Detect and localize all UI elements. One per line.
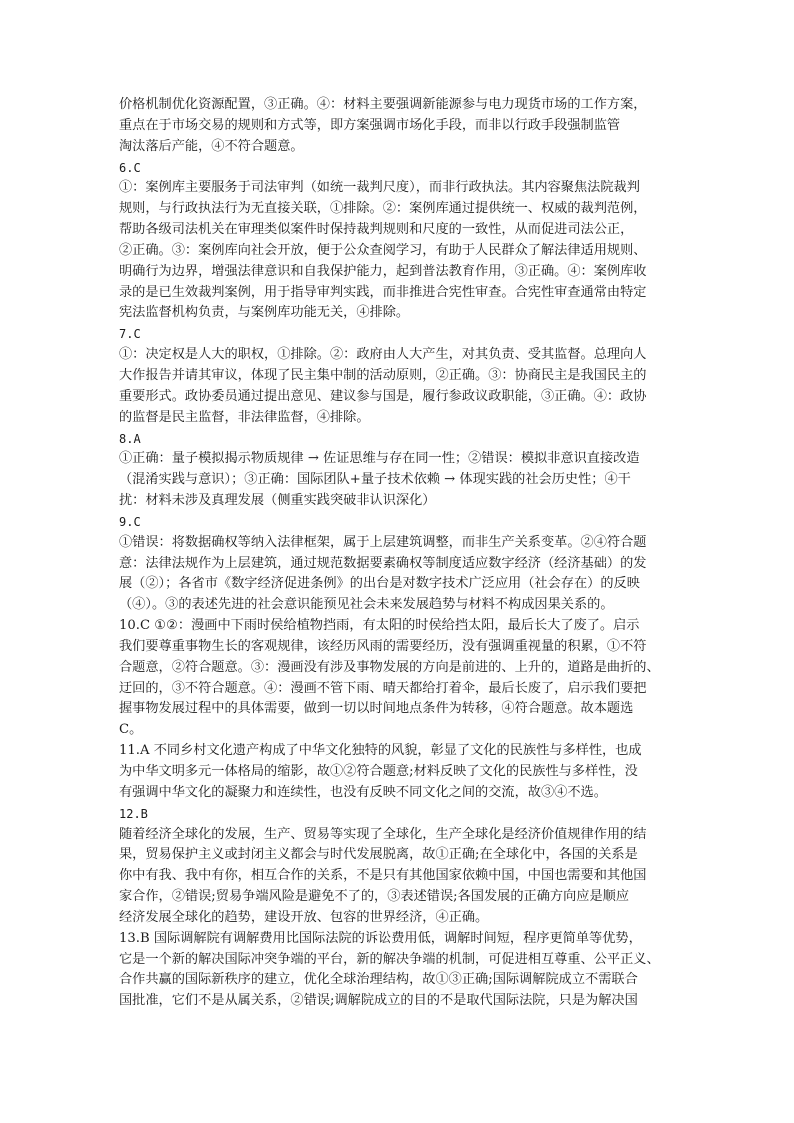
text-line: 的监督是民主监督，非法律监督，④排除。 (119, 409, 370, 425)
text-line: 13.B 国际调解院有调解费用比国际法院的诉讼费用低，调解时间短，程序更简单等优势， (119, 930, 642, 946)
text-line: 为中华文明多元一体格局的缩影，故①②符合题意;材料反映了文化的民族性与多样性，没 (119, 764, 638, 779)
text-line: 经济发展全球化的趋势，建设开放、包容的世界经济，④正确。 (119, 909, 489, 925)
text-line: 展（②）；各省市《数字经济促进条例》的出台是对数字技术广泛应用（社会存在）的反映 (119, 576, 640, 592)
text-line: ①错误：将数据确权等纳入法律框架，属于上层建筑调整，而非生产关系变革。②④符合题 (119, 534, 647, 550)
question-label: 6.C (119, 160, 141, 175)
text-line: （④）。③的表述先进的社会意识能预见社会未来发展趋势与材料不构成因果关系的。 (119, 597, 614, 613)
question-label: 9.C (119, 514, 141, 529)
text-line: 大作报告并请其审议，体现了民主集中制的活动原则，②正确。③：协商民主是我国民主的 (119, 367, 647, 383)
text-line: 规则，与行政执法行为无直接关联，①排除。②：案例库通过提供统一、权威的裁判范例， (119, 201, 647, 217)
text-line: 随着经济全球化的发展，生产、贸易等实现了全球化，生产全球化是经济价值规律作用的结 (119, 826, 647, 842)
text-line: 11.A 不同乡村文化遗产构成了中华文化独特的风貌，彰显了文化的民族性与多样性，也成 (119, 743, 642, 759)
text-line: 重要形式。政协委员通过提出意见、建议参与国是，履行参政议政职能，③正确。④：政协 (119, 388, 647, 404)
text-line: 合题意，②符合题意。③：漫画没有涉及事物发展的方向是前进的、上升的，道路是曲折的、 (119, 659, 660, 675)
text-line: （混淆实践与意识）；③正确：国际团队+量子技术依赖 → 体现实践的社会历史性；④干 (119, 472, 631, 488)
text-line: 明确行为边界，增强法律意识和自我保护能力，起到普法教育作用，③正确。④：案例库收 (119, 263, 647, 279)
text-line: 扰：材料未涉及真理发展（侧重实践突破非认识深化） (119, 493, 436, 509)
text-line: 握事物发展过程中的具体需要，做到一切以时间地点条件为转移，④符合题意。故本题选 (119, 701, 634, 717)
text-line: 有强调中华文化的凝聚力和连续性，也没有反映不同文化之间的交流，故③④不选。 (119, 784, 607, 800)
document-body (119, 95, 681, 1012)
question-label: 7.C (119, 327, 141, 342)
text-line: ②正确。③：案例库向社会开放，便于公众查阅学习，有助于人民群众了解法律适用规则、 (119, 242, 647, 258)
question-label: 12.B (119, 806, 148, 821)
text-line: 录的是已生效裁判案例，用于指导审判实践，而非推进合宪性审查。合宪性审查通常由特定 (119, 284, 647, 300)
text-line: 宪法监督机构负责，与案例库功能无关，④排除。 (119, 305, 410, 321)
text-line: 10.C ①②：漫画中下雨时侯给植物挡雨，有太阳的时侯给挡太阳，最后长大了废了。启示 (119, 618, 640, 634)
text-line: 淘汰落后产能，④不符合题意。 (119, 138, 304, 154)
text-line: 意：法律法规作为上层建筑，通过规范数据要素确权等制度适应数字经济（经济基础）的发 (119, 555, 647, 571)
text-line: ①正确：量子模拟揭示物质规律 → 佐证思维与存在同一性；②错误：模拟非意识直接改造 (119, 451, 640, 467)
text-line: 迂回的，③不符合题意。④：漫画不管下雨、晴天都给打着伞，最后长废了，启示我们要把 (119, 680, 647, 696)
text-line: ①：决定权是人大的职权，①排除。②：政府由人大产生，对其负责、受其监督。总理向人 (119, 347, 647, 363)
text-line: C。 (119, 722, 143, 738)
text-line: 家合作，②错误;贸易争端风险是避免不了的，③表述错误;各国发展的正确方向应是顺应 (119, 889, 630, 905)
text-line: 价格机制优化资源配置，③正确。④：材料主要强调新能源参与电力现货市场的工作方案， (119, 97, 647, 112)
text-line: 果，贸易保护主义或封闭主义都会与时代发展脱离，故①正确;在全球化中，各国的关系是 (119, 847, 638, 863)
text-line: 帮助各级司法机关在审理类似案件时保持裁判规则和尺度的一致性，从而促进司法公正， (119, 222, 634, 238)
text-line: 重点在于市场交易的规则和方式等，即方案强调市场化手段，而非以行政手段强制监管 (119, 117, 621, 133)
text-line: 它是一个新的解决国际冲突争端的平台，新的解决争端的机制，可促进相互尊重、公平正义、 (119, 951, 660, 967)
text-line: ①：案例库主要服务于司法审判（如统一裁判尺度），而非行政执法。其内容聚焦法院裁判 (119, 180, 640, 196)
text-line: 你中有我、我中有你，相互合作的关系，不是只有其他国家依赖中国，中国也需要和其他国 (119, 868, 647, 884)
text-line: 我们要尊重事物生长的客观规律，该经历风雨的需要经历，没有强调重视量的积累，①不符 (119, 638, 647, 654)
text-line: 国批准，它们不是从属关系，②错误;调解院成立的目的不是取代国际法院，只是为解决国 (119, 993, 638, 1009)
question-label: 8.A (119, 431, 141, 446)
text-line: 合作共赢的国际新秩序的建立，优化全球治理结构，故①③正确;国际调解院成立不需联合 (119, 972, 638, 988)
